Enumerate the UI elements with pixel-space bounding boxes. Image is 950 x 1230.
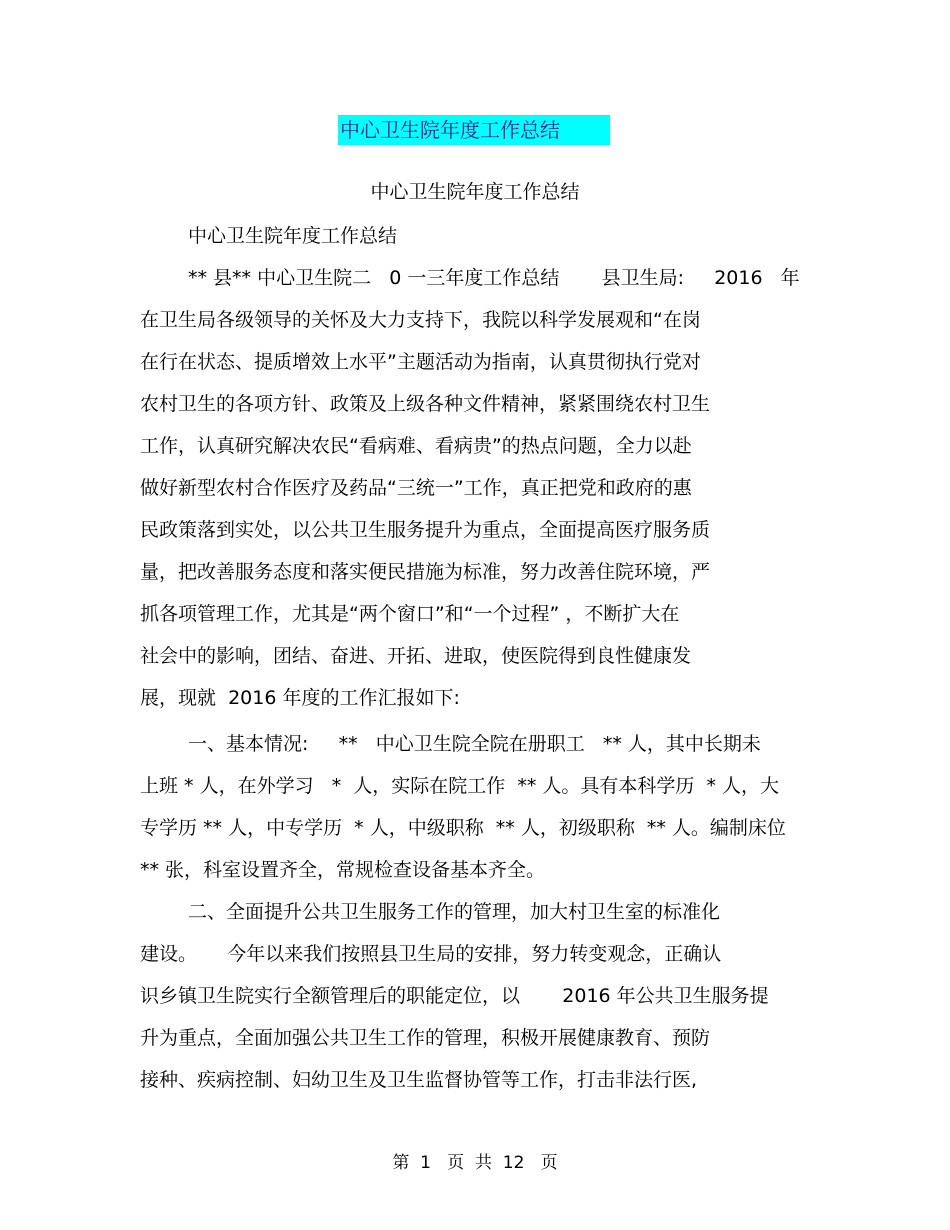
body-line: 接种、疾病控制、妇幼卫生及卫生监督协管等工作，打击非法行医, [140, 1069, 698, 1091]
body-line: ** 张，科室设置齐全，常规检查设备基本齐全。 [140, 859, 546, 881]
body-line: 量，把改善服务态度和落实便民措施为标准，努力改善住院环境，严 [140, 561, 711, 583]
body-line: 二、全面提升公共卫生服务工作的管理，加大村卫生室的标准化 [188, 901, 721, 923]
body-line: 上班 * 人，在外学习 * 人，实际在院工作 ** 人。具有本科学历 * 人，大 [140, 775, 780, 797]
body-line: 农村卫生的各项方针、政策及上级各种文件精神，紧紧围绕农村卫生 [140, 393, 711, 415]
body-line: 社会中的影响，团结、奋进、开拓、进取，使医院得到良性健康发 [140, 645, 692, 667]
body-line: 中心卫生院年度工作总结 [188, 225, 398, 247]
body-line: 建设。 今年以来我们按照县卫生局的安排，努力转变观念，正确认 [140, 943, 722, 965]
body-line: 做好新型农村合作医疗及药品“三统一”工作，真正把党和政府的惠 [140, 477, 692, 499]
body-line: ** 县** 中心卫生院二 0 一三年度工作总结 县卫生局: 2016 年 [188, 267, 800, 289]
body-line: 在卫生局各级领导的关怀及大力支持下，我院以科学发展观和“在岗 [140, 309, 701, 331]
document-subtitle: 中心卫生院年度工作总结 [370, 181, 580, 203]
body-line: 专学历 ** 人，中专学历 * 人，中级职称 ** 人，初级职称 ** 人。编制床位 [140, 817, 786, 839]
highlighted-title: 中心卫生院年度工作总结 [338, 115, 610, 145]
body-line: 民政策落到实处，以公共卫生服务提升为重点，全面提高医疗服务质 [140, 519, 711, 541]
body-line: 在行在状态、提质增效上水平”主题活动为指南，认真贯彻执行党对 [140, 351, 701, 373]
body-line: 抓各项管理工作，尤其是“两个窗口”和“一个过程” ，不断扩大在 [140, 603, 680, 625]
body-line: 工作，认真研究解决农民“看病难、看病贵”的热点问题，全力以赴 [140, 435, 692, 457]
body-line: 升为重点，全面加强公共卫生工作的管理，积极开展健康教育、预防 [140, 1027, 711, 1049]
body-line: 识乡镇卫生院实行全额管理后的职能定位，以 2016 年公共卫生服务提 [140, 985, 769, 1007]
body-line: 展，现就 2016 年度的工作汇报如下: [140, 687, 460, 709]
page-number-footer: 第 1 页 共 12 页 [392, 1153, 558, 1173]
body-line: 一、基本情况: ** 中心卫生院全院在册职工 ** 人，其中长期未 [188, 733, 761, 755]
